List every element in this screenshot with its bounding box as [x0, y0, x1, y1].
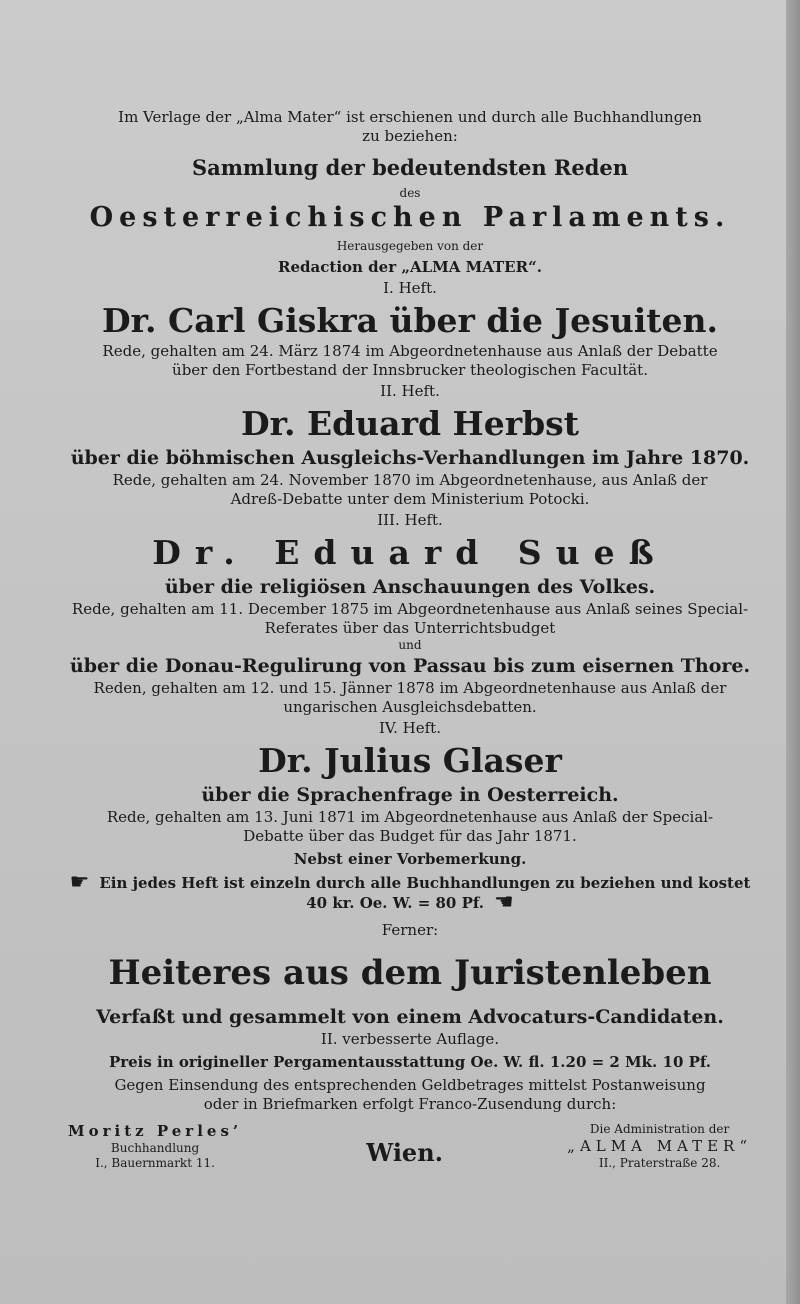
bookshop-name: Moritz Perles’ — [68, 1122, 243, 1140]
heft-label-2: II. Heft. — [380, 382, 440, 400]
book-title: Heiteres aus dem Juristenleben — [108, 953, 712, 993]
des-label: des — [399, 186, 421, 200]
subject-3: über die religiösen Anschauungen des Volkes. — [164, 576, 656, 598]
book-price: Preis in origineller Pergamentausstattung Oe. W. fl. 1.20 = 2 Mk. 10 Pf. — [108, 1053, 712, 1071]
note-4: Nebst einer Vorbemerkung. — [293, 850, 527, 868]
bookshop-address: I., Bauernmarkt 11. — [95, 1156, 215, 1170]
desc-3-line-1: Rede, gehalten am 11. December 1875 im Abgeordnetenhause aus Anlaß seines Special- — [71, 600, 749, 618]
heft-label-1: I. Heft. — [383, 279, 437, 297]
price-line-1: Ein jedes Heft ist einzeln durch alle Buchhandlungen zu beziehen und kostet — [99, 873, 751, 892]
administration-address: II., Praterstraße 28. — [598, 1156, 721, 1170]
speaker-4: Dr. Julius Glaser — [258, 741, 562, 780]
city-label: Wien. — [366, 1138, 444, 1167]
edited-by: Herausgegeben von der — [336, 239, 484, 253]
desc-3b-line-2: ungarischen Ausgleichsdebatten. — [283, 698, 537, 716]
pointing-hand-right-icon: ☛ — [69, 870, 90, 895]
ferner-label: Ferner: — [381, 921, 439, 939]
bookshop-block — [68, 1122, 242, 1171]
und-label: und — [398, 638, 422, 652]
edition-label: II. verbesserte Auflage. — [320, 1030, 500, 1048]
subject-2: über die böhmischen Ausgleichs-Verhandlungen im Jahre 1870. — [70, 447, 750, 469]
price-line-2: 40 kr. Oe. W. = 80 Pf. — [306, 893, 485, 912]
bookshop-role: Buchhandlung — [110, 1141, 200, 1155]
publisher-footer — [58, 1122, 762, 1171]
desc-2-line-1: Rede, gehalten am 24. November 1870 im Abgeordnetenhause, aus Anlaß der — [112, 471, 708, 489]
order-line-2: oder in Briefmarken erfolgt Franco-Zusendung durch: — [203, 1095, 617, 1113]
desc-1-line-2: über den Fortbestand der Innsbrucker theologischen Facultät. — [172, 361, 648, 379]
book-subtitle: Verfaßt und gesammelt von einem Advocaturs-Candidaten. — [96, 1006, 724, 1028]
redaction: Redaction der „ALMA MATER“. — [278, 258, 542, 276]
desc-4-line-1: Rede, gehalten am 13. Juni 1871 im Abgeordnetenhause aus Anlaß der Special- — [106, 808, 714, 826]
intro-line-1: Im Verlage der „Alma Mater“ ist erschienen und durch alle Buchhandlungen — [118, 108, 702, 126]
desc-3b-line-1: Reden, gehalten am 12. und 15. Jänner 1878 im Abgeordnetenhause aus Anlaß der — [93, 679, 727, 697]
pointing-hand-left-icon: ☚ — [494, 890, 514, 915]
desc-3-line-2: Referates über das Unterrichtsbudget — [264, 619, 556, 637]
order-line-1: Gegen Einsendung des entsprechenden Geldbetrages mittelst Postanweisung — [114, 1076, 706, 1094]
price-row — [58, 870, 762, 895]
series-title: Sammlung der bedeutendsten Reden — [191, 155, 629, 180]
speaker-1: Dr. Carl Giskra über die Jesuiten. — [102, 301, 718, 340]
page-edge — [786, 0, 800, 1304]
subject-3b: über die Donau-Regulirung von Passau bis zum eisernen Thore. — [69, 655, 751, 677]
administration-block — [567, 1122, 752, 1171]
administration-name: „ALMA MATER“ — [567, 1137, 752, 1155]
price-row-2 — [58, 890, 762, 915]
heft-label-4: IV. Heft. — [379, 719, 441, 737]
parliament-title: Oesterreichischen Parlaments. — [89, 202, 731, 233]
speaker-3: Dr. Eduard Sueß — [152, 533, 668, 572]
desc-1-line-1: Rede, gehalten am 24. März 1874 im Abgeordnetenhause aus Anlaß der Debatte — [102, 342, 718, 360]
intro-line-2: zu beziehen: — [362, 127, 458, 145]
administration-role: Die Administration der — [589, 1122, 730, 1136]
desc-2-line-2: Adreß-Debatte unter dem Ministerium Potocki. — [230, 490, 590, 508]
speaker-2: Dr. Eduard Herbst — [241, 404, 579, 443]
desc-4-line-2: Debatte über das Budget für das Jahr 1871. — [243, 827, 577, 845]
subject-4: über die Sprachenfrage in Oesterreich. — [201, 784, 619, 806]
heft-label-3: III. Heft. — [377, 511, 443, 529]
